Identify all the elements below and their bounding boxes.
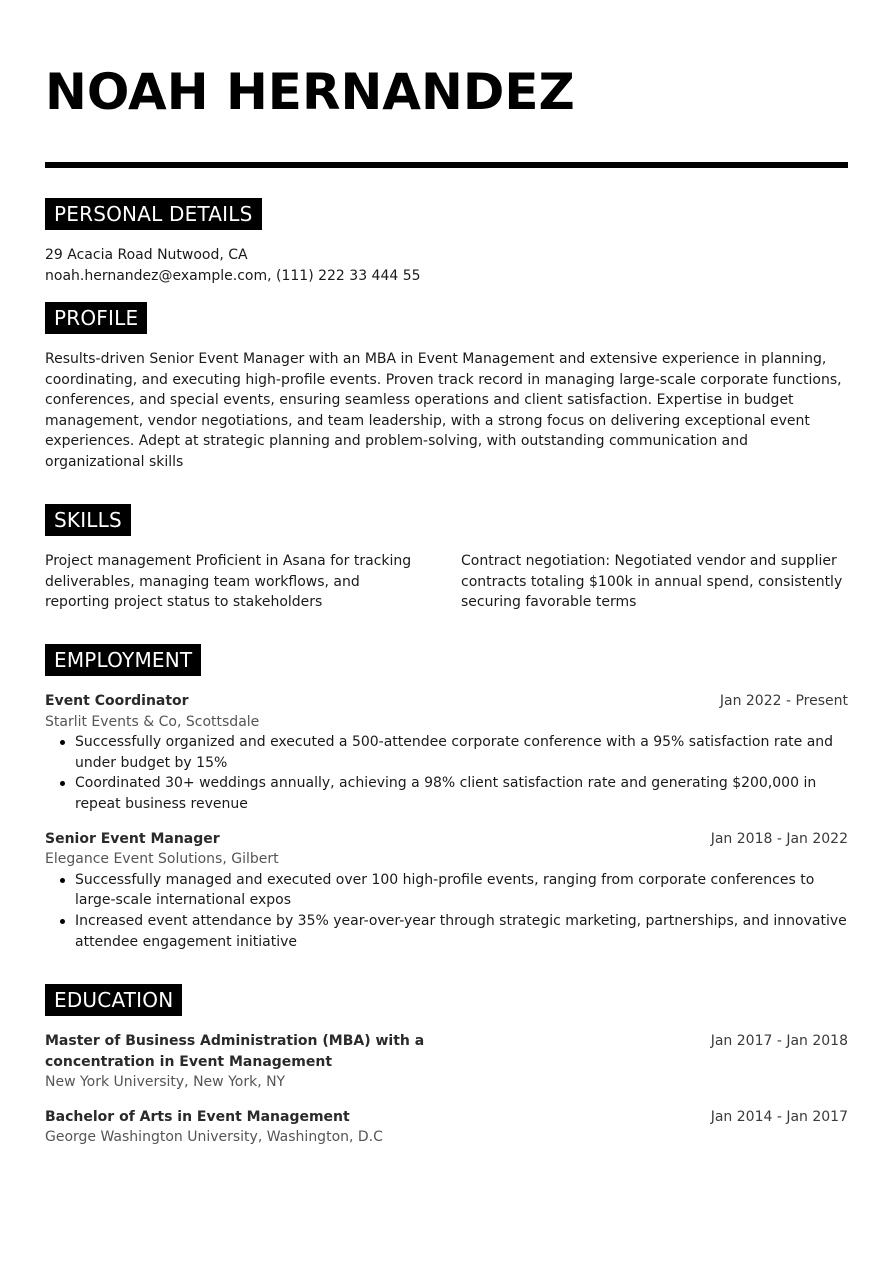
personal-details-section [45, 198, 848, 286]
bullet-icon [60, 878, 65, 883]
school-name: George Washington University, Washington, D.C [45, 1129, 383, 1146]
bullet-item [75, 732, 848, 773]
skill-item: Contract negotiation: Negotiated vendor and supplier contracts totaling $100k in annual spend, consistently securing favorable terms [461, 553, 843, 611]
bullet-text: Successfully managed and executed over 100 high-profile events, ranging from corporate conferences to large-scale international expos [75, 871, 815, 909]
job-dates: Jan 2022 - Present [719, 693, 848, 709]
job-title: Event Coordinator [45, 693, 189, 709]
contact-text: noah.hernandez@example.com, (111) 222 33 444 55 [45, 267, 421, 284]
employment-section [45, 644, 848, 952]
bullet-item [75, 870, 848, 911]
bullet-icon [60, 740, 65, 745]
section-heading-employment: EMPLOYMENT [45, 644, 201, 676]
bullet-icon [60, 919, 65, 924]
job-company: Elegance Event Solutions, Gilbert [45, 851, 279, 868]
job-company: Starlit Events & Co, Scottsdale [45, 713, 260, 730]
education-section [45, 984, 848, 1148]
profile-section [45, 302, 848, 473]
degree-title: Bachelor of Arts in Event Management [45, 1108, 350, 1125]
job-entry [45, 691, 848, 815]
education-entry [45, 1031, 848, 1093]
candidate-name: NOAH HERNANDEZ [45, 63, 575, 121]
bullet-text: Coordinated 30+ weddings annually, achieving a 98% client satisfaction rate and generating $200,000 in repeat business revenue [75, 775, 817, 812]
school-name: New York University, New York, NY [45, 1074, 286, 1091]
bullet-item [75, 911, 848, 952]
address-text: 29 Acacia Road Nutwood, CA [45, 247, 248, 263]
degree-dates: Jan 2014 - Jan 2017 [710, 1108, 848, 1125]
bullet-icon [60, 781, 65, 786]
section-heading-skills: SKILLS [45, 504, 131, 536]
skill-item: Project management Proficient in Asana for tracking deliverables, managing team workflows, and reporting project status to stakeholders [45, 553, 412, 611]
section-heading-education: EDUCATION [45, 984, 182, 1016]
bullet-item [75, 773, 848, 814]
job-bullets [45, 732, 848, 814]
section-heading-profile: PROFILE [45, 302, 147, 334]
bullet-text: Increased event attendance by 35% year-over-year through strategic marketing, partnerships, and innovative attendee engagement initiative [75, 912, 847, 950]
degree-title: Master of Business Administration (MBA) with a concentration in Event Management [45, 1033, 425, 1070]
skills-section [45, 504, 848, 613]
header-divider [45, 162, 848, 168]
section-heading-personal-details: PERSONAL DETAILS [45, 198, 262, 230]
education-entry [45, 1107, 848, 1148]
job-title: Senior Event Manager [45, 830, 220, 847]
profile-summary: Results-driven Senior Event Manager with an MBA in Event Management and extensive experience in planning, coordinating, and executing high-profile events. Proven track record in managing large-scale corporate functions, conferences, and special events, ensuring seamless operations and client satisfaction. Expertise in budget management, vendor negotiations, and team leadership, with a strong focus on delivering exceptional event experiences. Adept at strategic planning and problem-solving, with outstanding communication and organizational skills [45, 351, 842, 470]
job-dates: Jan 2018 - Jan 2022 [710, 830, 848, 847]
degree-dates: Jan 2017 - Jan 2018 [710, 1033, 848, 1049]
bullet-text: Successfully organized and executed a 500-attendee corporate conference with a 95% satisfaction rate and under budget by 15% [75, 734, 834, 771]
job-entry [45, 829, 848, 953]
job-bullets [45, 870, 848, 952]
